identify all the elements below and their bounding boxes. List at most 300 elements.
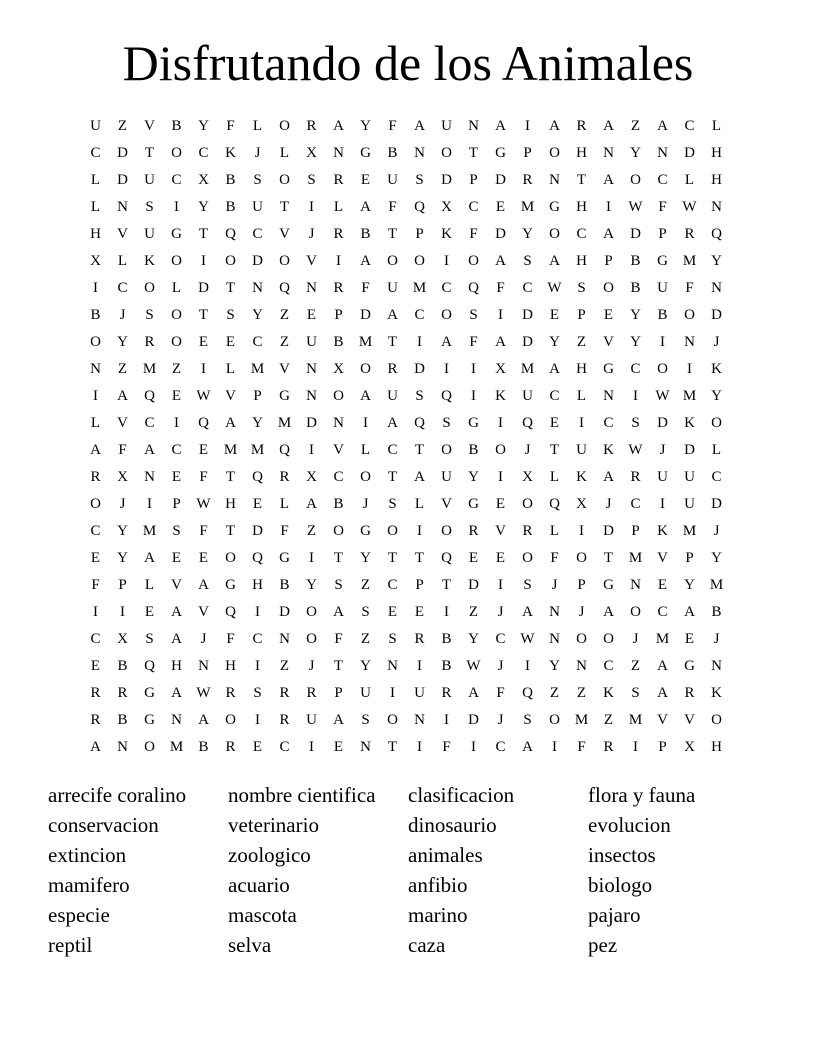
grid-letter: A <box>549 253 560 269</box>
grid-letter: R <box>117 685 128 701</box>
grid-letter: L <box>549 469 560 485</box>
grid-letter: S <box>226 307 235 323</box>
grid-letter: D <box>684 145 695 161</box>
grid-letter: N <box>630 577 641 593</box>
grid-letter: D <box>603 523 614 539</box>
grid-letter: Y <box>549 334 560 350</box>
grid-letter: G <box>549 199 560 215</box>
grid-letter: Q <box>225 604 236 620</box>
grid-letter: A <box>387 307 398 323</box>
grid-letter: L <box>684 172 695 188</box>
grid-letter: Y <box>360 550 371 566</box>
grid-letter: U <box>144 172 155 188</box>
grid-letter: L <box>549 523 560 539</box>
grid-letter: L <box>171 280 182 296</box>
grid-letter: I <box>309 739 314 755</box>
grid-letter: D <box>468 577 479 593</box>
grid-letter: R <box>333 226 344 242</box>
grid-letter: A <box>603 118 614 134</box>
grid-letter: J <box>551 577 558 593</box>
grid-letter: O <box>360 361 371 377</box>
word-bank-item: animales <box>408 843 483 867</box>
grid-letter: N <box>711 280 722 296</box>
grid-letter: Y <box>630 145 641 161</box>
grid-letter: P <box>658 226 667 242</box>
grid-letter: V <box>144 118 155 134</box>
grid-letter: C <box>198 145 209 161</box>
word-bank-item: marino <box>408 903 468 927</box>
grid-letter: X <box>117 631 128 647</box>
grid-letter: F <box>496 685 505 701</box>
grid-letter: Q <box>441 550 452 566</box>
grid-letter: Y <box>306 577 317 593</box>
grid-letter: N <box>684 334 695 350</box>
grid-letter: F <box>685 280 694 296</box>
grid-letter: T <box>414 550 425 566</box>
grid-letter: I <box>498 469 503 485</box>
grid-letter: N <box>414 712 425 728</box>
grid-letter: O <box>90 496 101 512</box>
grid-letter: E <box>603 307 614 323</box>
grid-letter: E <box>171 550 182 566</box>
grid-letter: T <box>198 226 209 242</box>
grid-letter: C <box>576 226 587 242</box>
grid-letter: J <box>497 604 504 620</box>
grid-letter: R <box>279 712 290 728</box>
grid-letter: R <box>441 685 452 701</box>
word-bank-item: pajaro <box>588 903 641 927</box>
grid-letter: A <box>603 604 614 620</box>
grid-letter: K <box>576 469 587 485</box>
grid-letter: I <box>444 712 449 728</box>
grid-letter: O <box>522 496 533 512</box>
grid-letter: T <box>333 658 344 674</box>
grid-letter: O <box>684 307 695 323</box>
grid-letter: A <box>549 361 560 377</box>
grid-letter: F <box>388 199 397 215</box>
grid-letter: A <box>468 685 479 701</box>
grid-letter: P <box>577 577 586 593</box>
grid-letter: J <box>308 658 315 674</box>
grid-letter: E <box>657 577 668 593</box>
letter-grid <box>82 113 746 761</box>
grid-letter: Q <box>279 442 290 458</box>
grid-letter: V <box>117 226 128 242</box>
grid-letter: J <box>659 442 666 458</box>
grid-letter: A <box>117 388 128 404</box>
grid-letter: L <box>90 415 101 431</box>
grid-letter: T <box>387 739 398 755</box>
grid-letter: C <box>90 145 101 161</box>
grid-letter: O <box>711 415 722 431</box>
grid-letter: B <box>711 604 722 620</box>
word-bank-item: nombre cientifica <box>228 783 376 807</box>
grid-letter: E <box>171 469 182 485</box>
grid-letter: Z <box>360 577 371 593</box>
grid-letter: T <box>144 145 155 161</box>
grid-letter: T <box>279 199 290 215</box>
grid-letter: S <box>631 685 640 701</box>
grid-letter: S <box>631 415 640 431</box>
grid-letter: U <box>90 118 101 134</box>
word-bank-item: mamifero <box>48 873 130 897</box>
grid-letter: I <box>174 415 179 431</box>
grid-letter: C <box>90 523 101 539</box>
word-bank-item: especie <box>48 903 110 927</box>
grid-letter: C <box>171 442 182 458</box>
grid-letter: H <box>171 658 182 674</box>
grid-letter: R <box>333 172 344 188</box>
grid-letter: S <box>577 280 586 296</box>
grid-letter: D <box>441 172 452 188</box>
grid-letter: R <box>279 469 290 485</box>
grid-letter: W <box>628 442 643 458</box>
grid-letter: Y <box>711 388 722 404</box>
grid-letter: B <box>225 172 236 188</box>
grid-letter: H <box>711 739 722 755</box>
grid-letter: T <box>225 469 236 485</box>
grid-letter: E <box>684 631 695 647</box>
grid-letter: N <box>90 361 101 377</box>
grid-letter: C <box>495 631 506 647</box>
grid-letter: D <box>117 172 128 188</box>
grid-letter: U <box>387 280 398 296</box>
grid-letter: N <box>603 388 614 404</box>
grid-letter: N <box>711 658 722 674</box>
grid-letter: C <box>252 631 263 647</box>
grid-letter: G <box>144 685 155 701</box>
grid-letter: Z <box>279 658 290 674</box>
grid-letter: I <box>552 739 557 755</box>
grid-letter: Z <box>360 631 371 647</box>
grid-letter: V <box>306 253 317 269</box>
grid-letter: N <box>549 172 560 188</box>
grid-letter: T <box>387 334 398 350</box>
grid-letter: S <box>523 712 532 728</box>
grid-letter: O <box>144 739 155 755</box>
grid-letter: H <box>225 496 236 512</box>
grid-letter: O <box>549 712 560 728</box>
grid-letter: J <box>524 442 531 458</box>
grid-letter: N <box>117 739 128 755</box>
word-bank-item: evolucion <box>588 813 671 837</box>
grid-letter: L <box>90 199 101 215</box>
grid-letter: A <box>333 118 344 134</box>
grid-letter: F <box>577 739 586 755</box>
grid-letter: R <box>225 685 236 701</box>
grid-letter: I <box>579 415 584 431</box>
grid-letter: H <box>576 253 587 269</box>
grid-letter: I <box>417 334 422 350</box>
grid-letter: J <box>497 712 504 728</box>
grid-letter: R <box>414 631 425 647</box>
grid-letter: Q <box>252 469 263 485</box>
grid-letter: S <box>145 199 154 215</box>
grid-letter: H <box>90 226 101 242</box>
grid-letter: F <box>658 199 667 215</box>
word-bank-item: insectos <box>588 843 656 867</box>
grid-letter: E <box>549 307 560 323</box>
grid-letter: I <box>93 280 98 296</box>
grid-letter: D <box>117 145 128 161</box>
grid-letter: V <box>279 226 290 242</box>
grid-letter: B <box>333 496 344 512</box>
grid-letter: O <box>522 550 533 566</box>
grid-letter: I <box>579 523 584 539</box>
grid-letter: M <box>277 415 292 431</box>
grid-letter: M <box>628 550 643 566</box>
grid-letter: X <box>495 361 506 377</box>
grid-letter: B <box>333 334 344 350</box>
grid-letter: Q <box>468 280 479 296</box>
grid-letter: V <box>117 415 128 431</box>
grid-letter: A <box>171 631 182 647</box>
grid-letter: O <box>414 253 425 269</box>
word-bank-item: pez <box>588 933 618 957</box>
grid-letter: F <box>388 118 397 134</box>
grid-letter: S <box>334 577 343 593</box>
grid-letter: G <box>657 253 668 269</box>
grid-letter: E <box>171 388 182 404</box>
grid-letter: B <box>657 307 668 323</box>
grid-letter: O <box>306 631 317 647</box>
grid-letter: N <box>144 469 155 485</box>
grid-letter: Y <box>630 334 641 350</box>
grid-letter: V <box>657 712 668 728</box>
grid-letter: H <box>711 172 722 188</box>
grid-letter: O <box>441 442 452 458</box>
grid-letter: O <box>711 712 722 728</box>
grid-letter: F <box>280 523 289 539</box>
grid-letter: Z <box>279 334 290 350</box>
grid-letter: N <box>252 280 263 296</box>
grid-letter: Q <box>414 415 425 431</box>
word-bank-item: dinosaurio <box>408 813 497 837</box>
grid-letter: C <box>711 469 722 485</box>
grid-letter: K <box>711 361 722 377</box>
grid-letter: R <box>684 685 695 701</box>
grid-letter: K <box>711 685 722 701</box>
grid-letter: U <box>441 469 452 485</box>
grid-letter: C <box>630 496 641 512</box>
grid-letter: M <box>250 442 265 458</box>
grid-letter: G <box>360 145 371 161</box>
grid-letter: O <box>630 604 641 620</box>
grid-letter: O <box>279 172 290 188</box>
grid-letter: M <box>574 712 589 728</box>
grid-letter: W <box>466 658 481 674</box>
grid-letter: G <box>144 712 155 728</box>
grid-letter: D <box>657 415 668 431</box>
grid-letter: L <box>576 388 587 404</box>
grid-letter: K <box>684 415 695 431</box>
grid-letter: I <box>255 658 260 674</box>
grid-letter: S <box>172 523 181 539</box>
grid-letter: M <box>520 361 535 377</box>
grid-letter: N <box>117 199 128 215</box>
grid-letter: X <box>117 469 128 485</box>
grid-letter: D <box>711 307 722 323</box>
grid-letter: N <box>360 739 371 755</box>
grid-letter: O <box>279 253 290 269</box>
grid-letter: Q <box>414 199 425 215</box>
grid-letter: Q <box>252 550 263 566</box>
grid-letter: E <box>252 496 263 512</box>
grid-letter: E <box>387 604 398 620</box>
grid-letter: D <box>495 172 506 188</box>
grid-letter: E <box>360 172 371 188</box>
grid-letter: L <box>90 172 101 188</box>
grid-letter: E <box>495 199 506 215</box>
grid-letter: D <box>360 307 371 323</box>
puzzle-title: Disfrutando de los Animales <box>122 35 694 91</box>
grid-letter: R <box>630 469 641 485</box>
grid-letter: Y <box>522 226 533 242</box>
grid-letter: P <box>658 739 667 755</box>
grid-letter: P <box>334 307 343 323</box>
grid-letter: G <box>603 361 614 377</box>
grid-letter: V <box>171 577 182 593</box>
grid-letter: D <box>252 253 263 269</box>
grid-letter: N <box>306 388 317 404</box>
grid-letter: A <box>603 226 614 242</box>
grid-letter: B <box>117 658 128 674</box>
grid-letter: O <box>333 523 344 539</box>
grid-letter: O <box>576 631 587 647</box>
grid-letter: Z <box>576 685 587 701</box>
grid-letter: E <box>144 604 155 620</box>
grid-letter: M <box>682 253 697 269</box>
grid-letter: P <box>631 523 640 539</box>
grid-letter: Z <box>576 334 587 350</box>
grid-letter: C <box>549 388 560 404</box>
grid-letter: O <box>549 145 560 161</box>
grid-letter: F <box>550 550 559 566</box>
grid-letter: N <box>576 658 587 674</box>
grid-letter: A <box>522 739 533 755</box>
grid-letter: R <box>90 712 101 728</box>
grid-letter: M <box>655 631 670 647</box>
grid-letter: A <box>495 334 506 350</box>
grid-letter: S <box>253 685 262 701</box>
grid-letter: D <box>198 280 209 296</box>
grid-letter: X <box>576 496 587 512</box>
grid-letter: B <box>198 739 209 755</box>
grid-letter: U <box>684 469 695 485</box>
grid-letter: V <box>603 334 614 350</box>
grid-letter: I <box>498 307 503 323</box>
grid-letter: J <box>578 604 585 620</box>
grid-letter: P <box>415 226 424 242</box>
word-bank-item: veterinario <box>228 813 319 837</box>
grid-letter: U <box>387 388 398 404</box>
grid-letter: A <box>171 604 182 620</box>
grid-letter: A <box>414 469 425 485</box>
grid-letter: O <box>603 280 614 296</box>
grid-letter: Y <box>711 550 722 566</box>
grid-letter: O <box>441 307 452 323</box>
grid-letter: K <box>603 685 614 701</box>
grid-letter: Y <box>360 658 371 674</box>
grid-letter: P <box>253 388 262 404</box>
grid-letter: A <box>144 442 155 458</box>
grid-letter: E <box>549 415 560 431</box>
grid-letter: U <box>684 496 695 512</box>
grid-letter: P <box>172 496 181 512</box>
grid-letter: Y <box>630 307 641 323</box>
grid-letter: I <box>660 334 665 350</box>
grid-letter: J <box>308 226 315 242</box>
grid-letter: Z <box>630 118 641 134</box>
grid-letter: C <box>468 199 479 215</box>
grid-letter: C <box>252 334 263 350</box>
grid-letter: Y <box>252 307 263 323</box>
grid-letter: R <box>522 523 533 539</box>
grid-letter: C <box>252 226 263 242</box>
grid-letter: F <box>334 631 343 647</box>
grid-letter: Z <box>117 118 128 134</box>
grid-letter: G <box>171 226 182 242</box>
grid-letter: L <box>225 361 236 377</box>
grid-letter: A <box>603 172 614 188</box>
grid-letter: L <box>252 118 263 134</box>
grid-letter: U <box>360 685 371 701</box>
grid-letter: E <box>198 550 209 566</box>
grid-letter: D <box>522 334 533 350</box>
grid-letter: O <box>468 253 479 269</box>
grid-letter: O <box>387 712 398 728</box>
grid-letter: U <box>306 334 317 350</box>
grid-letter: W <box>196 685 211 701</box>
grid-letter: C <box>441 280 452 296</box>
grid-letter: O <box>225 712 236 728</box>
grid-letter: O <box>657 361 668 377</box>
grid-letter: S <box>523 577 532 593</box>
grid-letter: R <box>468 523 479 539</box>
grid-letter: K <box>495 388 506 404</box>
grid-letter: I <box>498 577 503 593</box>
grid-letter: R <box>522 172 533 188</box>
grid-letter: O <box>171 145 182 161</box>
grid-letter: O <box>603 631 614 647</box>
grid-letter: L <box>414 496 425 512</box>
grid-letter: V <box>657 550 668 566</box>
grid-letter: B <box>225 199 236 215</box>
grid-letter: F <box>226 631 235 647</box>
grid-letter: V <box>684 712 695 728</box>
grid-letter: R <box>144 334 155 350</box>
grid-letter: X <box>90 253 101 269</box>
grid-letter: I <box>201 361 206 377</box>
grid-letter: V <box>279 361 290 377</box>
grid-letter: R <box>603 739 614 755</box>
grid-letter: B <box>360 226 371 242</box>
grid-letter: E <box>252 739 263 755</box>
grid-letter: Y <box>468 631 479 647</box>
grid-letter: K <box>657 523 668 539</box>
grid-letter: U <box>252 199 263 215</box>
grid-letter: Q <box>144 658 155 674</box>
grid-letter: D <box>252 523 263 539</box>
grid-letter: S <box>388 496 397 512</box>
grid-letter: R <box>90 469 101 485</box>
grid-letter: F <box>199 523 208 539</box>
grid-letter: N <box>333 145 344 161</box>
grid-letter: L <box>279 145 290 161</box>
word-bank <box>48 780 788 960</box>
grid-letter: N <box>333 415 344 431</box>
grid-letter: A <box>657 685 668 701</box>
